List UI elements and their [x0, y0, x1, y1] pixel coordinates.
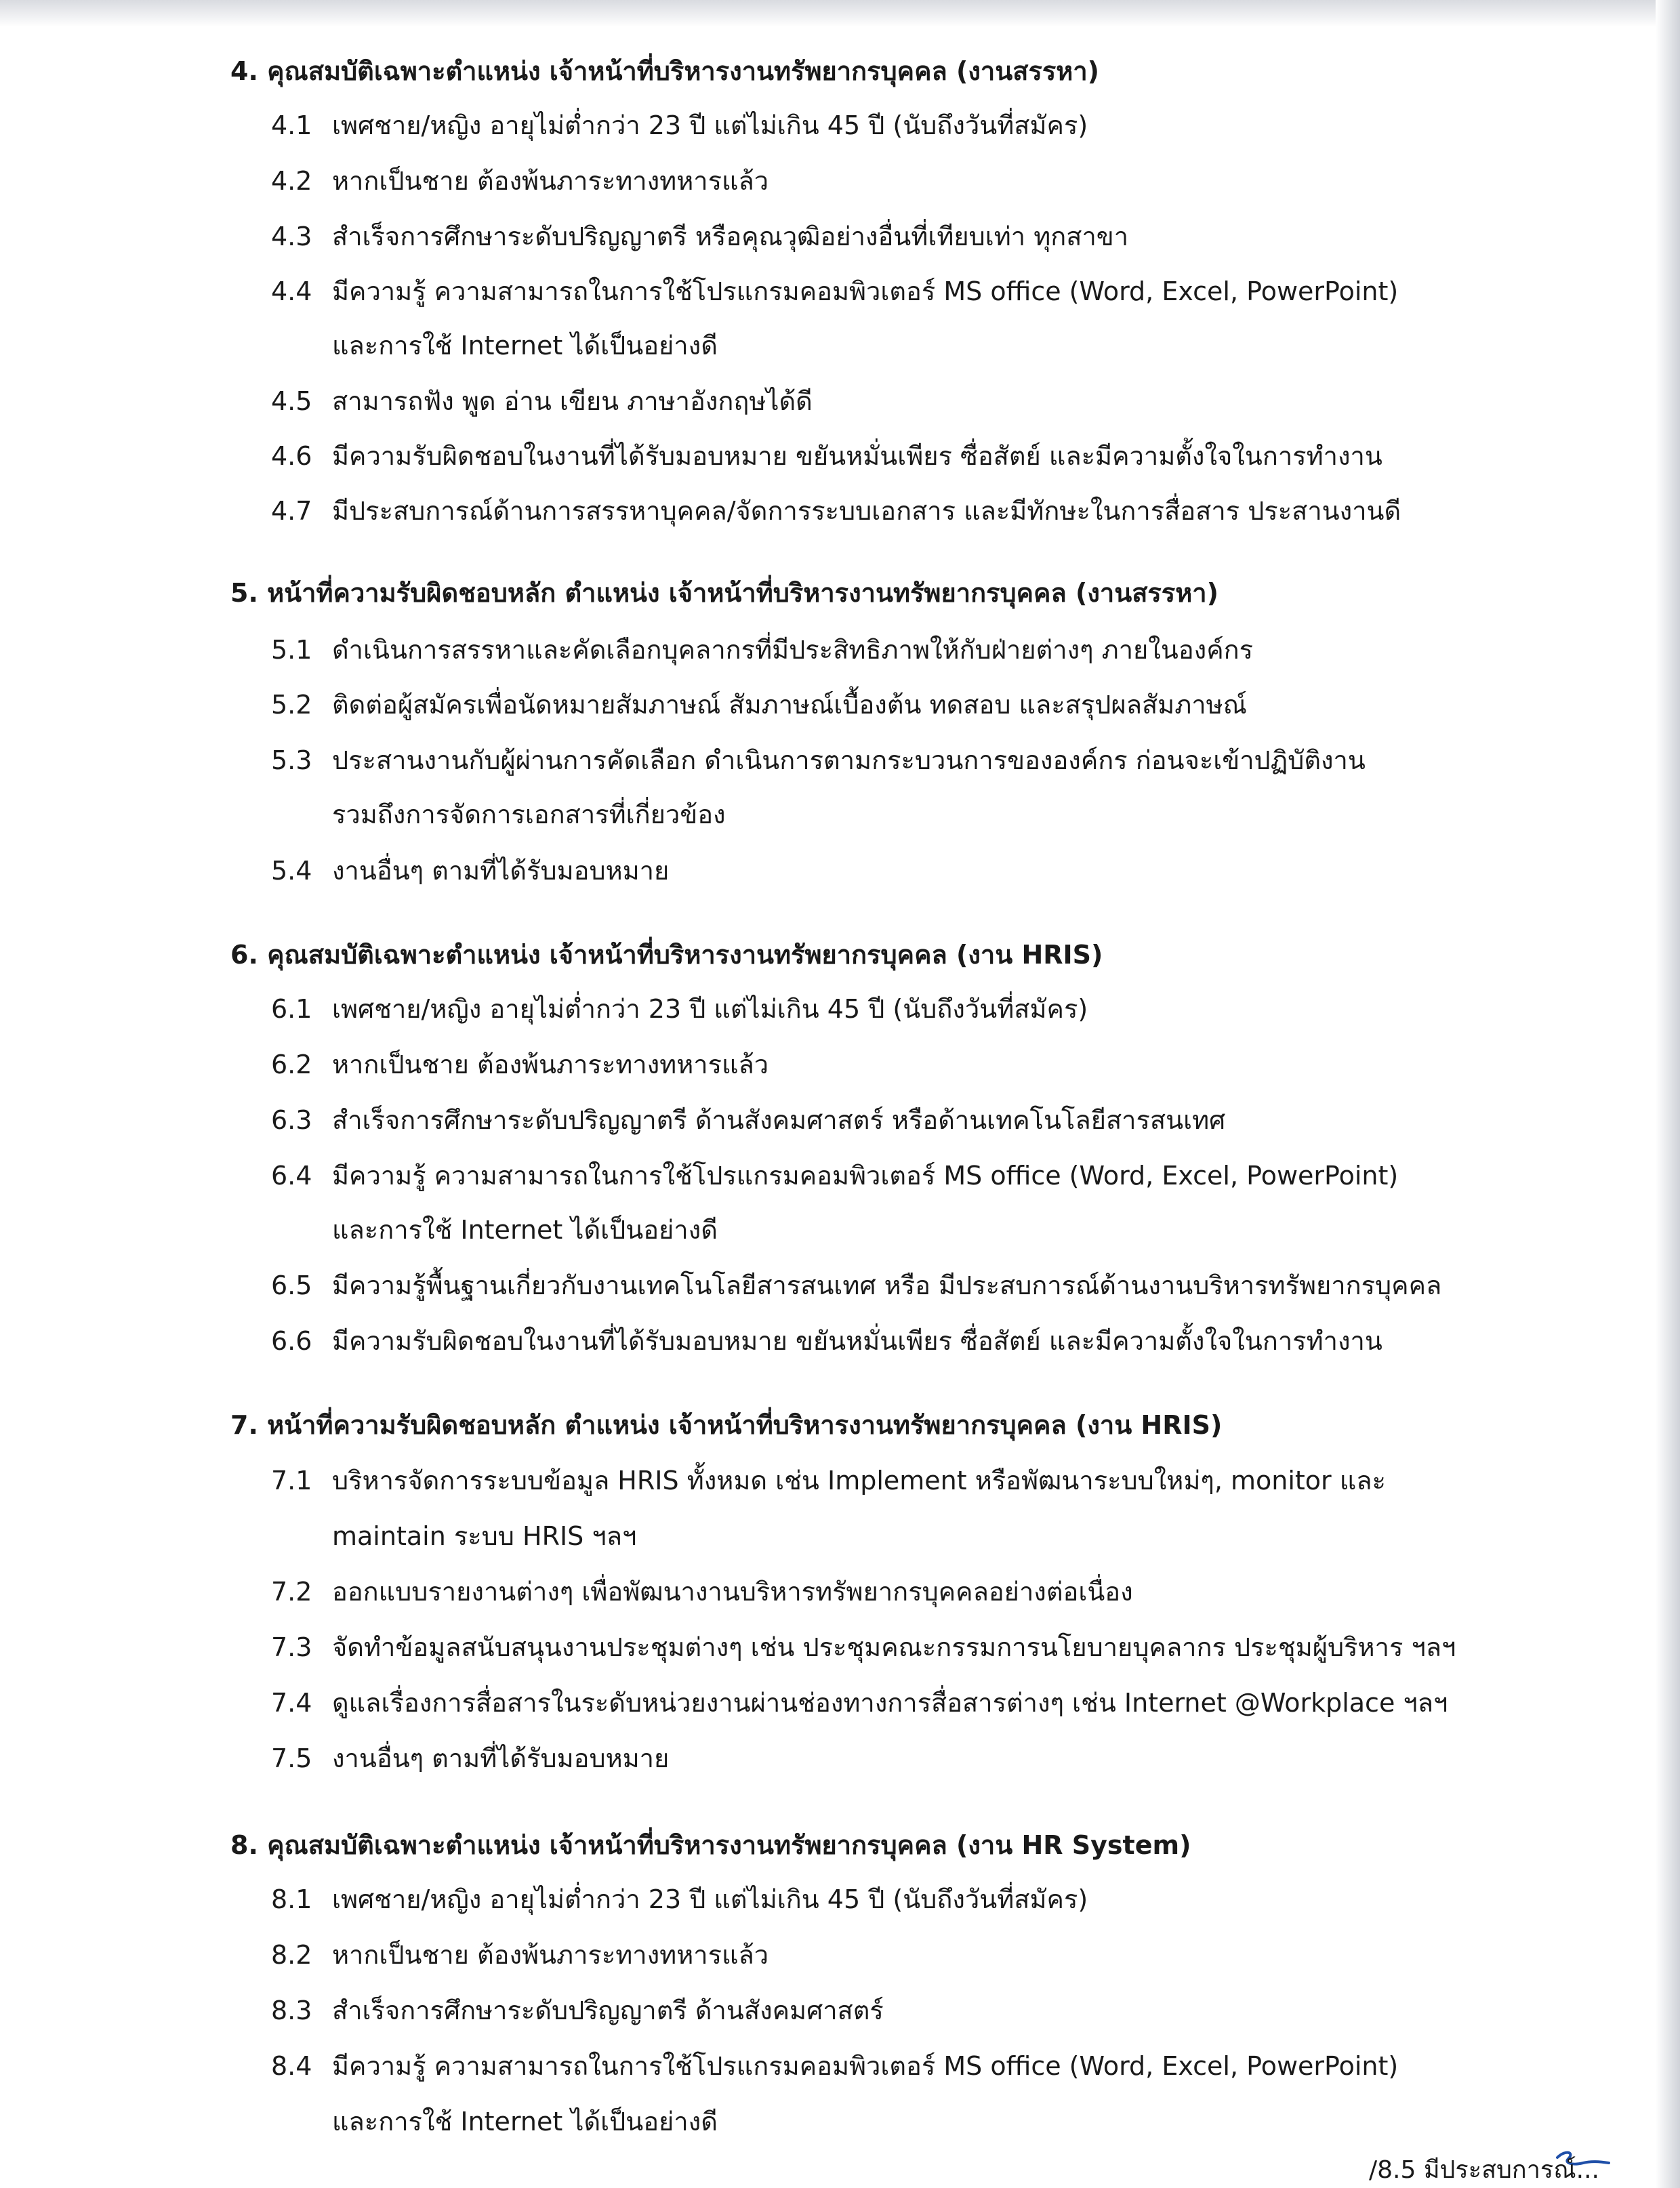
item-text: มีความรับผิดชอบในงานที่ได้รับมอบหมาย ขยันหมั่นเพียร ซื่อสัตย์ และมีความตั้งใจในการทำงาน: [332, 441, 1382, 471]
item-text: หากเป็นชาย ต้องพ้นภาระทางทหารแล้ว: [332, 1940, 769, 1970]
section-heading-8: 8. คุณสมบัติเฉพาะตำแหน่ง เจ้าหน้าที่บริหารงานทรัพยากรบุคคล (งาน HR System): [230, 1830, 1191, 1860]
list-item: [271, 2049, 1398, 2083]
list-item: [271, 1882, 1088, 1916]
list-item: [271, 108, 1088, 142]
item-continuation: และการใช้ Internet ได้เป็นอย่างดี: [332, 331, 718, 360]
item-number: 5.3: [271, 745, 312, 775]
item-number: 7.4: [271, 1688, 312, 1718]
scan-edge-top: [0, 0, 1680, 27]
item-text: บริหารจัดการระบบข้อมูล HRIS ทั้งหมด เช่น Implement หรือพัฒนาระบบใหม่ๆ, monitor และ: [332, 1466, 1386, 1495]
item-continuation: และการใช้ Internet ได้เป็นอย่างดี: [332, 1215, 718, 1245]
item-text: สำเร็จการศึกษาระดับปริญญาตรี ด้านสังคมศาสตร์ หรือด้านเทคโนโลยีสารสนเทศ: [332, 1105, 1226, 1135]
item-number: 8.2: [271, 1940, 312, 1970]
item-number: 4.4: [271, 276, 312, 306]
list-item: [271, 1686, 1448, 1720]
item-number: 8.4: [271, 2051, 312, 2081]
item-number: 6.1: [271, 994, 312, 1024]
item-text: เพศชาย/หญิง อายุไม่ต่ำกว่า 23 ปี แต่ไม่เกิน 45 ปี (นับถึงวันที่สมัคร): [332, 110, 1088, 140]
item-text: งานอื่นๆ ตามที่ได้รับมอบหมาย: [332, 1743, 670, 1773]
item-number: 6.4: [271, 1161, 312, 1191]
item-number: 4.7: [271, 496, 312, 526]
item-text: มีความรู้ ความสามารถในการใช้โปรแกรมคอมพิวเตอร์ MS office (Word, Excel, PowerPoint): [332, 1161, 1399, 1191]
item-number: 4.5: [271, 386, 312, 416]
item-text: เพศชาย/หญิง อายุไม่ต่ำกว่า 23 ปี แต่ไม่เกิน 45 ปี (นับถึงวันที่สมัคร): [332, 994, 1088, 1024]
item-text: จัดทำข้อมูลสนับสนุนงานประชุมต่างๆ เช่น ประชุมคณะกรรมการนโยบายบุคลากร ประชุมผู้บริหาร ฯลฯ: [332, 1632, 1456, 1662]
list-item: [271, 220, 1128, 253]
scan-edge-right: [1656, 0, 1680, 2188]
item-number: 8.3: [271, 1996, 312, 2025]
item-text: ติดต่อผู้สมัครเพื่อนัดหมายสัมภาษณ์ สัมภาษณ์เบื้องต้น ทดสอบ และสรุปผลสัมภาษณ์: [332, 690, 1247, 720]
item-text: ประสานงานกับผู้ผ่านการคัดเลือก ดำเนินการตามกระบวนการขององค์กร ก่อนจะเข้าปฏิบัติงาน: [332, 745, 1366, 775]
item-continuation: และการใช้ Internet ได้เป็นอย่างดี: [332, 2107, 718, 2137]
item-number: 6.2: [271, 1050, 312, 1079]
section-heading-5: 5. หน้าที่ความรับผิดชอบหลัก ตำแหน่ง เจ้าหน้าที่บริหารงานทรัพยากรบุคคล (งานสรรหา): [230, 578, 1218, 608]
item-number: 6.3: [271, 1105, 312, 1135]
list-item: [271, 274, 1398, 308]
list-item: [271, 1268, 1441, 1302]
list-item: [271, 1938, 769, 1972]
item-text: เพศชาย/หญิง อายุไม่ต่ำกว่า 23 ปี แต่ไม่เกิน 45 ปี (นับถึงวันที่สมัคร): [332, 1884, 1088, 1914]
item-number: 6.6: [271, 1326, 312, 1356]
item-number: 7.3: [271, 1632, 312, 1662]
item-text: มีประสบการณ์ด้านการสรรหาบุคคล/จัดการระบบเอกสาร และมีทักษะในการสื่อสาร ประสานงานดี: [332, 496, 1401, 526]
item-text: ออกแบบรายงานต่างๆ เพื่อพัฒนางานบริหารทรัพยากรบุคคลอย่างต่อเนื่อง: [332, 1577, 1133, 1607]
page-continuation-footer: /8.5 มีประสบการณ์...: [1369, 2156, 1599, 2184]
item-continuation: maintain ระบบ HRIS ฯลฯ: [332, 1521, 637, 1551]
item-text: มีความรับผิดชอบในงานที่ได้รับมอบหมาย ขยันหมั่นเพียร ซื่อสัตย์ และมีความตั้งใจในการทำงาน: [332, 1326, 1382, 1356]
list-item: [271, 1741, 669, 1775]
item-text: หากเป็นชาย ต้องพ้นภาระทางทหารแล้ว: [332, 1050, 769, 1079]
item-text: หากเป็นชาย ต้องพ้นภาระทางทหารแล้ว: [332, 166, 769, 196]
list-item: [271, 384, 813, 418]
list-item: [271, 688, 1247, 722]
list-item: [271, 164, 769, 198]
section-heading-7: 7. หน้าที่ความรับผิดชอบหลัก ตำแหน่ง เจ้าหน้าที่บริหารงานทรัพยากรบุคคล (งาน HRIS): [230, 1410, 1223, 1440]
section-heading-6: 6. คุณสมบัติเฉพาะตำแหน่ง เจ้าหน้าที่บริหารงานทรัพยากรบุคคล (งาน HRIS): [230, 940, 1103, 970]
item-text: สำเร็จการศึกษาระดับปริญญาตรี หรือคุณวุฒิอย่างอื่นที่เทียบเท่า ทุกสาขา: [332, 222, 1129, 251]
list-item: [271, 1994, 884, 2027]
list-item: [271, 743, 1366, 777]
item-number: 4.6: [271, 441, 312, 471]
item-number: 5.4: [271, 856, 312, 886]
list-item: [271, 1324, 1382, 1358]
item-number: 4.3: [271, 222, 312, 251]
list-item: [271, 992, 1088, 1026]
item-text: สำเร็จการศึกษาระดับปริญญาตรี ด้านสังคมศาสตร์: [332, 1996, 884, 2025]
list-item: [271, 1630, 1456, 1664]
item-number: 7.5: [271, 1743, 312, 1773]
item-text: งานอื่นๆ ตามที่ได้รับมอบหมาย: [332, 856, 670, 886]
list-item: [271, 1048, 769, 1081]
item-text: มีความรู้ ความสามารถในการใช้โปรแกรมคอมพิวเตอร์ MS office (Word, Excel, PowerPoint): [332, 276, 1399, 306]
item-number: 4.1: [271, 110, 312, 140]
item-number: 5.2: [271, 690, 312, 720]
item-text: มีความรู้ ความสามารถในการใช้โปรแกรมคอมพิวเตอร์ MS office (Word, Excel, PowerPoint): [332, 2051, 1399, 2081]
item-text: สามารถฟัง พูด อ่าน เขียน ภาษาอังกฤษได้ดี: [332, 386, 813, 416]
list-item: [271, 633, 1253, 667]
section-heading-4: 4. คุณสมบัติเฉพาะตำแหน่ง เจ้าหน้าที่บริหารงานทรัพยากรบุคคล (งานสรรหา): [230, 56, 1100, 86]
list-item: [271, 1464, 1386, 1498]
item-number: 8.1: [271, 1884, 312, 1914]
list-item: [271, 1575, 1133, 1609]
list-item: [271, 1159, 1398, 1193]
item-number: 7.1: [271, 1466, 312, 1495]
list-item: [271, 1103, 1225, 1137]
item-text: ดำเนินการสรรหาและคัดเลือกบุคลากรที่มีประสิทธิภาพให้กับฝ่ายต่างๆ ภายในองค์กร: [332, 635, 1254, 665]
item-number: 6.5: [271, 1271, 312, 1300]
list-item: [271, 439, 1382, 473]
item-number: 5.1: [271, 635, 312, 665]
item-number: 7.2: [271, 1577, 312, 1607]
item-text: ดูแลเรื่องการสื่อสารในระดับหน่วยงานผ่านช่องทางการสื่อสารต่างๆ เช่น Internet @Workplace ฯลฯ: [332, 1688, 1448, 1718]
list-item: [271, 494, 1401, 528]
item-text: มีความรู้พื้นฐานเกี่ยวกับงานเทคโนโลยีสารสนเทศ หรือ มีประสบการณ์ด้านงานบริหารทรัพยากรบุคคล: [332, 1271, 1442, 1300]
list-item: [271, 854, 669, 888]
item-continuation: รวมถึงการจัดการเอกสารที่เกี่ยวข้อง: [332, 800, 726, 829]
item-number: 4.2: [271, 166, 312, 196]
